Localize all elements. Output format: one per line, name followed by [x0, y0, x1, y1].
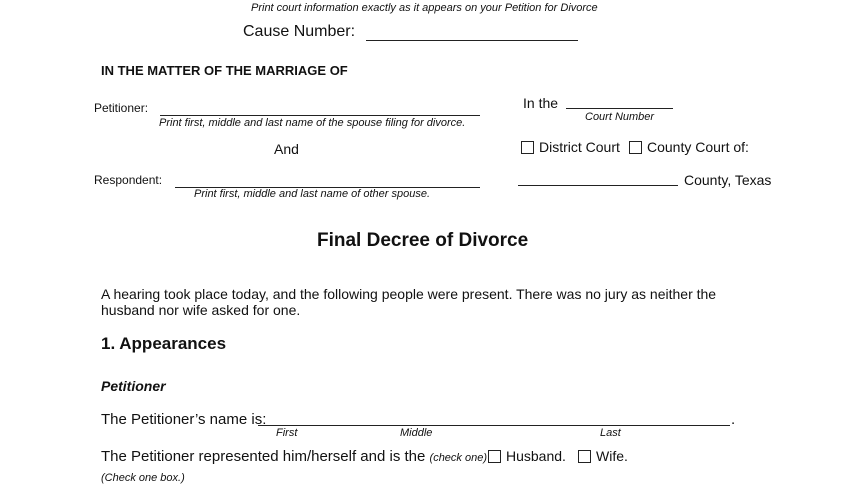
petitioner-label: Petitioner: [94, 101, 149, 115]
wife-label: Wife. [596, 448, 628, 464]
county-court-checkbox[interactable] [629, 141, 642, 154]
county-texas-label: County, Texas [684, 172, 772, 188]
court-number-caption: Court Number [585, 111, 655, 123]
check-one-box-note: (Check one box.) [101, 472, 185, 484]
court-info-instruction: Print court information exactly as it appears on your Petition for Divorce [251, 2, 598, 14]
respondent-label: Respondent: [94, 173, 163, 187]
document-title: Final Decree of Divorce [317, 230, 529, 251]
petitioner-name-field[interactable] [160, 115, 480, 116]
and-label: And [274, 141, 299, 157]
county-name-field[interactable] [518, 185, 678, 186]
husband-label: Husband. [506, 448, 566, 464]
in-the-label: In the [523, 95, 559, 111]
district-court-checkbox[interactable] [521, 141, 534, 154]
intro-line-2: husband nor wife asked for one. [101, 302, 301, 318]
intro-line-1: A hearing took place today, and the following people were present. There was no jury as neither the [101, 286, 717, 302]
petitioner-name-label: The Petitioner’s name is: [101, 411, 267, 428]
cause-number-label: Cause Number: [243, 23, 356, 40]
represented-text: The Petitioner represented him/herself and is the [101, 448, 426, 465]
respondent-caption: Print first, middle and last name of other spouse. [194, 188, 431, 200]
petitioner-subheading: Petitioner [101, 378, 166, 394]
husband-checkbox[interactable] [488, 450, 501, 463]
check-one-inline: (check one) [429, 452, 488, 464]
county-court-label: County Court of: [647, 139, 749, 155]
petitioner-full-name-field[interactable] [258, 425, 730, 426]
last-caption: Last [600, 427, 621, 439]
court-number-field[interactable] [566, 108, 673, 109]
represented-label [101, 448, 491, 465]
wife-checkbox[interactable] [578, 450, 591, 463]
first-caption: First [276, 427, 298, 439]
cause-number-field[interactable] [366, 40, 578, 41]
section-heading-appearances: 1. Appearances [101, 334, 227, 353]
petitioner-caption: Print first, middle and last name of the spouse filing for divorce. [159, 117, 466, 129]
matter-title: IN THE MATTER OF THE MARRIAGE OF [101, 63, 348, 78]
middle-caption: Middle [400, 427, 433, 439]
district-court-label: District Court [539, 139, 620, 155]
name-end-period: . [731, 411, 736, 428]
